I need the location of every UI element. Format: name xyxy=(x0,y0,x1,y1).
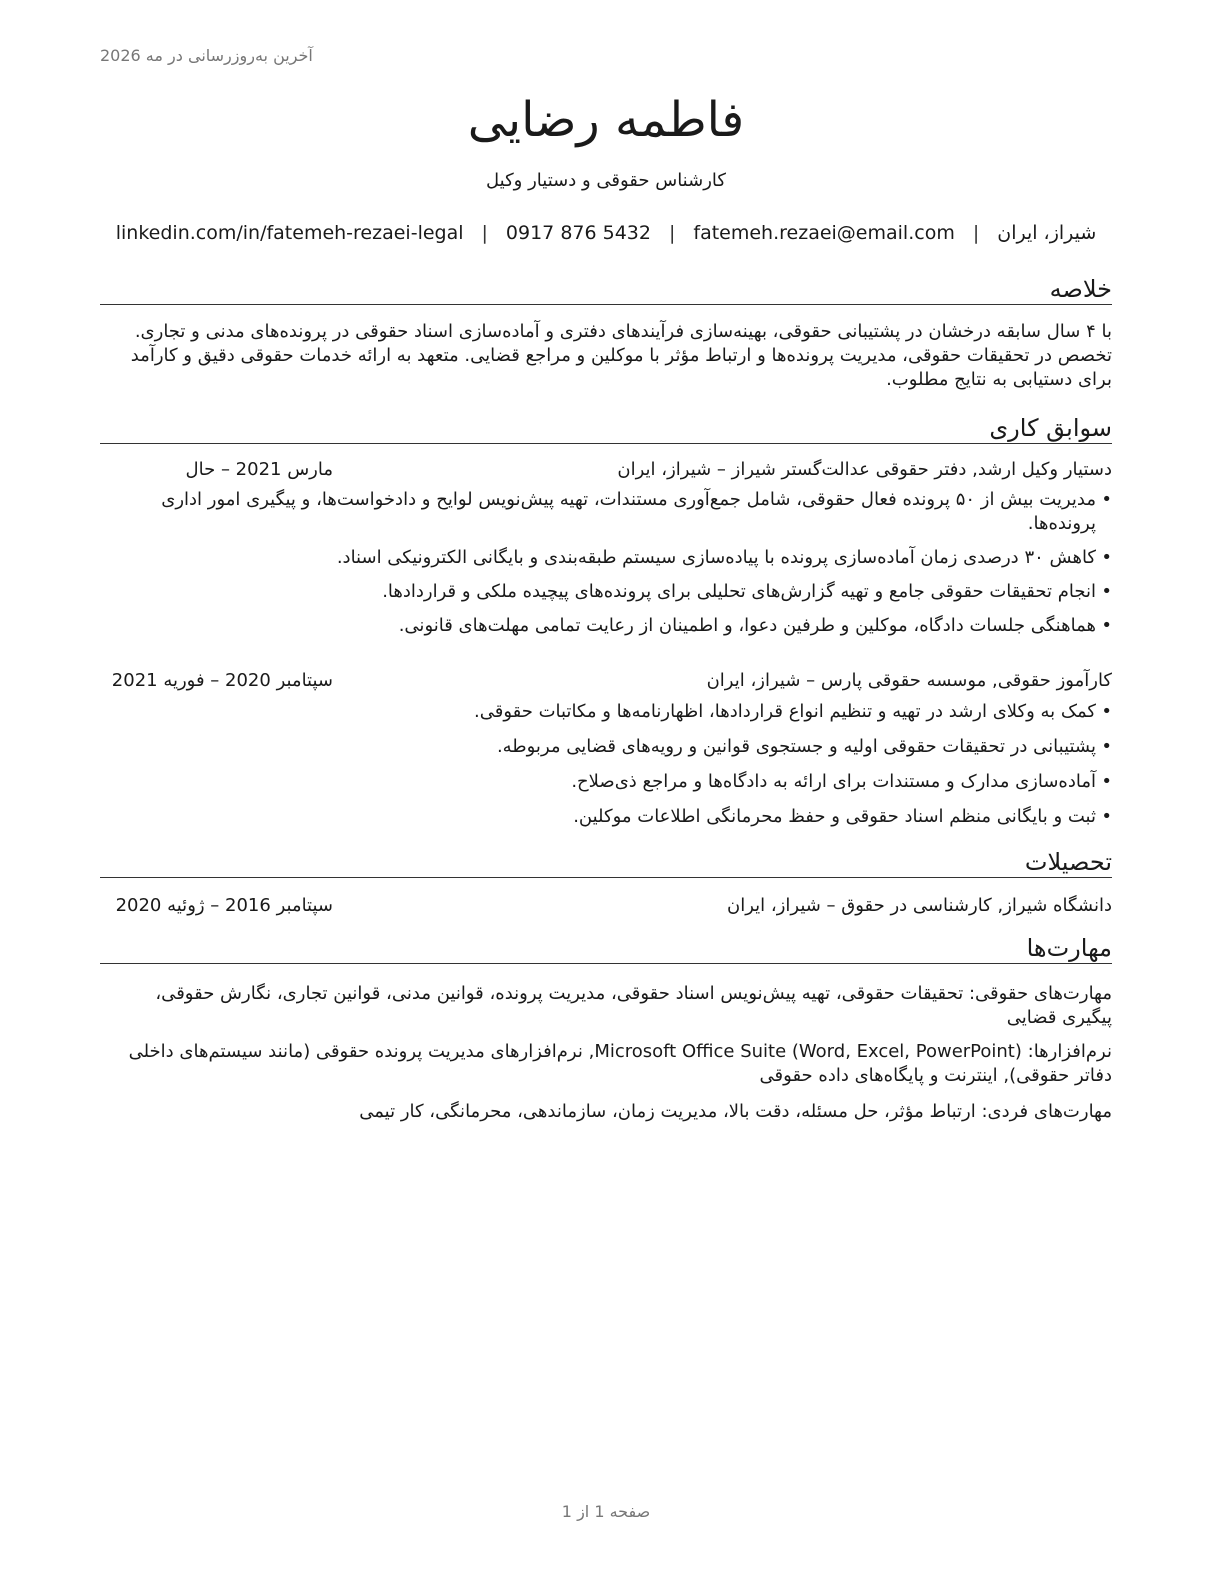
contact-location: شیراز، ایران xyxy=(997,222,1097,244)
skills-heading: مهارت‌ها xyxy=(100,933,1112,964)
list-item: • پشتیبانی در تحقیقات حقوقی اولیه و جستجوی قوانین و رویه‌های قضایی مربوطه. xyxy=(496,736,1112,757)
list-item: • مدیریت بیش از ۵۰ پرونده فعال حقوقی، شامل جمع‌آوری مستندات، تهیه پیش‌نویس لوایح و دادخواست‌ها، و پیگیری امور اداری پرونده‌ها. xyxy=(161,489,1112,534)
list-item: • کاهش ۳۰ درصدی زمان آماده‌سازی پرونده با پیاده‌سازی سیستم طبقه‌بندی و بایگانی الکترونیکی اسناد. xyxy=(336,547,1112,568)
contact-line xyxy=(100,222,1112,244)
contact-separator: | xyxy=(972,222,980,244)
job-role: دستیار وکیل ارشد, دفتر حقوقی عدالت‌گستر شیراز – شیراز، ایران xyxy=(617,459,1112,480)
skills-legal: مهارت‌های حقوقی: تحقیقات حقوقی، تهیه پیش‌نویس اسناد حقوقی، مدیریت پرونده، قوانین مدنی، قوانین تجاری، نگارش حقوقی، پیگیری قضایی xyxy=(155,983,1112,1028)
contact-phone[interactable]: 0917 876 5432 xyxy=(505,222,651,244)
contact-email[interactable]: fatemeh.rezaei@email.com xyxy=(693,222,955,244)
candidate-name: فاطمه رضایی xyxy=(467,92,745,148)
contact-linkedin[interactable]: linkedin.com/in/fatemeh-rezaei-legal xyxy=(115,222,464,244)
list-item: • انجام تحقیقات حقوقی جامع و تهیه گزارش‌های تحلیلی برای پرونده‌های پیچیده ملکی و قراردادها. xyxy=(382,581,1112,602)
job-dates: مارس 2021 – حال xyxy=(185,459,333,480)
list-item: • ثبت و بایگانی منظم اسناد حقوقی و حفظ محرمانگی اطلاعات موکلین. xyxy=(573,806,1112,827)
page-number: صفحه 1 از 1 xyxy=(561,1502,651,1521)
candidate-title: کارشناس حقوقی و دستیار وکیل xyxy=(486,170,726,191)
job-dates: سپتامبر 2020 – فوریه 2021 xyxy=(111,670,333,691)
summary-heading: خلاصه xyxy=(100,274,1112,305)
contact-separator: | xyxy=(481,222,488,244)
education-heading: تحصیلات xyxy=(100,847,1112,878)
list-item: • هماهنگی جلسات دادگاه، موکلین و طرفین دعوا، و اطمینان از رعایت تمامی مهلت‌های قانونی. xyxy=(398,615,1112,636)
summary-text: با ۴ سال سابقه درخشان در پشتیبانی حقوقی، بهینه‌سازی فرآیندهای دفتری و آماده‌سازی اسناد حقوقی در پرونده‌های مدنی و تجاری. تخصص در تحقیقات حقوقی، مدیریت پرونده‌ها و ارتباط مؤثر با موکلین و مراجع قضایی. متعهد به ارائه خدمات حقوقی دقیق و کارآمد برای دستیابی به نتایج مطلوب. xyxy=(130,321,1112,390)
job-bullets xyxy=(100,700,1112,829)
skills-personal: مهارت‌های فردی: ارتباط مؤثر، حل مسئله، دقت بالا، مدیریت زمان، سازماندهی، محرمانگی، کار تیمی xyxy=(359,1101,1112,1122)
job-role: کارآموز حقوقی, موسسه حقوقی پارس – شیراز، ایران xyxy=(706,670,1112,691)
education-school: دانشگاه شیراز, کارشناسی در حقوق – شیراز، ایران xyxy=(727,895,1112,916)
skills-software: نرم‌افزارها: Microsoft Office Suite (Word, Excel, PowerPoint), نرم‌افزارهای مدیریت پرونده حقوقی (مانند سیستم‌های داخلی دفاتر حقوقی), اینترنت و پایگاه‌های داده حقوقی xyxy=(128,1041,1112,1086)
last-updated-note: آخرین به‌روزرسانی در مه 2026 xyxy=(100,46,313,65)
experience-heading: سوابق کاری xyxy=(100,413,1112,444)
list-item: • کمک به وکلای ارشد در تهیه و تنظیم انواع قراردادها، اظهارنامه‌ها و مکاتبات حقوقی. xyxy=(473,701,1112,722)
contact-separator: | xyxy=(668,222,676,244)
education-dates: سپتامبر 2016 – ژوئیه 2020 xyxy=(115,895,333,916)
job-bullets xyxy=(100,488,1112,638)
resume-page xyxy=(100,0,1112,1584)
list-item: • آماده‌سازی مدارک و مستندات برای ارائه به دادگاه‌ها و مراجع ذی‌صلاح. xyxy=(571,771,1112,792)
